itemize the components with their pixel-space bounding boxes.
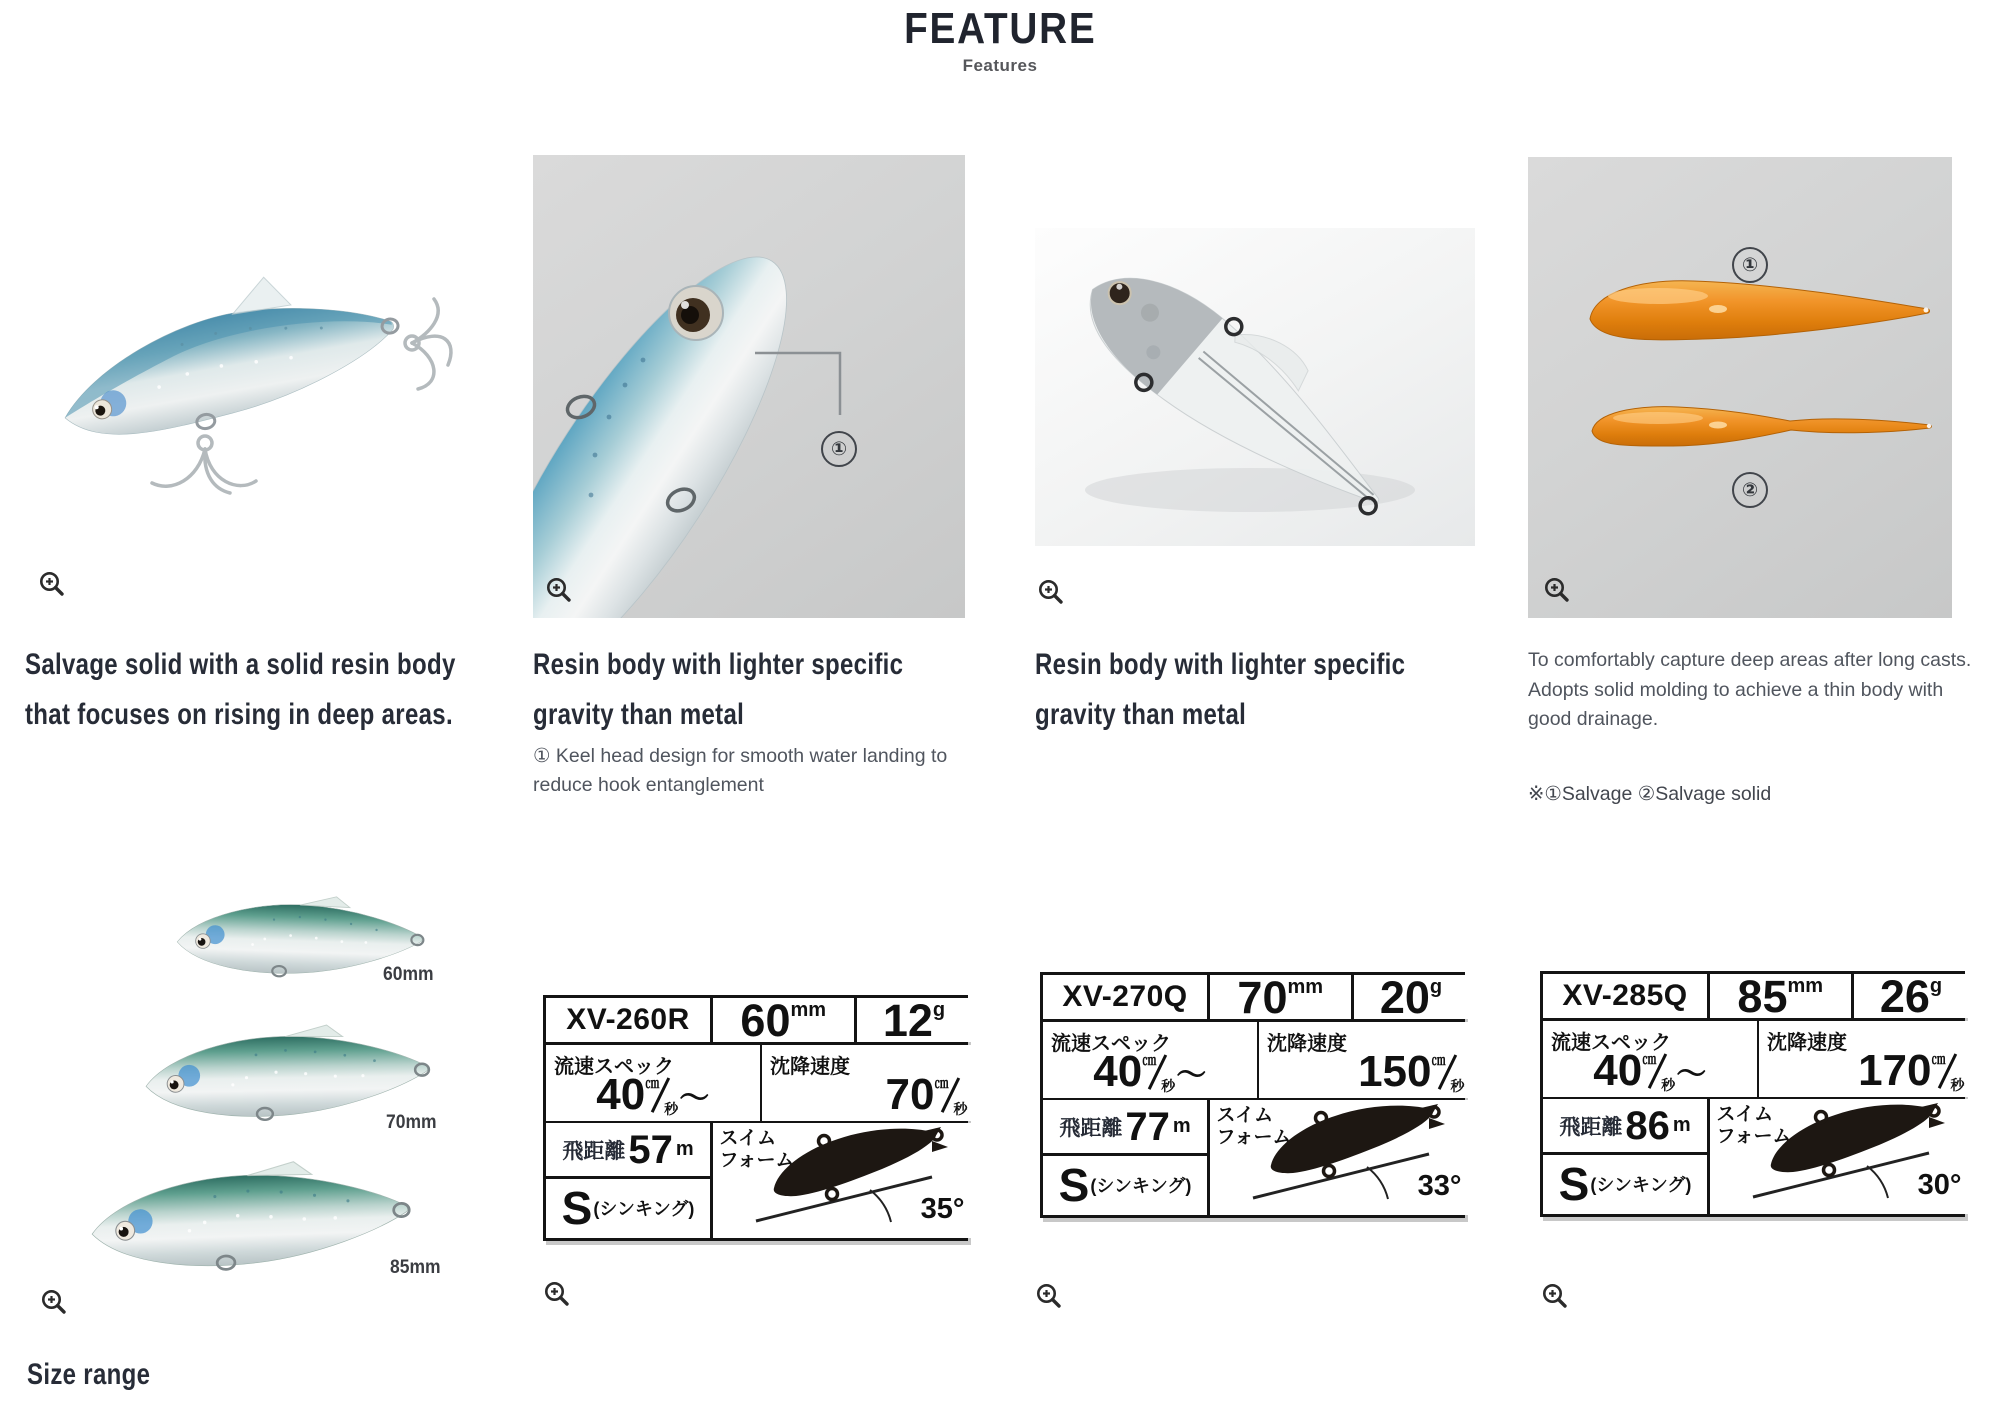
length-value: 60 [740, 998, 791, 1042]
length-unit: mm [1287, 976, 1324, 998]
cm-per-sec-unit: ㎝ 秒 [1931, 1050, 1965, 1093]
zoom-in-icon[interactable] [1543, 576, 1571, 604]
sink-speed-label: 沈降速度 [1767, 1031, 1847, 1054]
clear-lure-illustration [1035, 228, 1475, 546]
cm-per-sec-unit: ㎝ 秒 [645, 1074, 679, 1117]
weight-cell [857, 998, 972, 1042]
feature1-caption-line1: Salvage solid with a solid resin body [25, 648, 456, 681]
zoom-in-icon[interactable] [38, 570, 66, 598]
sink-type-value: S [561, 1182, 593, 1234]
feature3-caption-line1: Resin body with lighter specific [1035, 648, 1406, 681]
model-name: XV-285Q [1543, 974, 1707, 1018]
feature3-caption-line2: gravity than metal [1035, 698, 1247, 731]
cast-distance-label: 飛距離 [1559, 1115, 1623, 1139]
weight-unit: g [932, 999, 946, 1021]
zoom-in-icon[interactable] [543, 1280, 571, 1308]
feature3-photo [1035, 228, 1475, 546]
cast-distance-label: 飛距離 [562, 1139, 626, 1163]
size-range-photo [25, 868, 485, 1323]
page-subtitle: Features [962, 56, 1038, 75]
swim-form-label: スイム フォーム [1216, 1105, 1292, 1149]
weight-cell [1854, 974, 1969, 1018]
swim-form-cell [713, 1123, 972, 1238]
zoom-in-icon[interactable] [1037, 578, 1065, 606]
weight-unit: g [1429, 976, 1443, 998]
lure-85mm [58, 1153, 440, 1290]
flow-speed-value: 40 [1093, 1046, 1143, 1096]
flow-speed-value: 40 [596, 1069, 646, 1119]
swim-form-label: スイム フォーム [719, 1128, 795, 1172]
swim-form-cell [1710, 1099, 1969, 1214]
weight-unit: g [1929, 975, 1943, 997]
cast-distance-cell [1043, 1100, 1207, 1153]
sink-type-value: S [1558, 1158, 1590, 1210]
cast-distance-unit: m [1172, 1115, 1191, 1137]
lure-head-closeup [533, 155, 965, 618]
size-label-85mm: 85mm [390, 1257, 441, 1278]
flow-speed-cell [1543, 1021, 1757, 1097]
sink-type-value: S [1058, 1159, 1090, 1211]
feature1-photo [25, 155, 485, 575]
zoom-in-icon[interactable] [1541, 1282, 1569, 1310]
spec-table-xv260r [543, 995, 968, 1241]
tilde: ～ [1676, 1057, 1707, 1091]
cast-distance-cell [1543, 1099, 1707, 1152]
sink-speed-cell [1759, 1021, 1969, 1097]
feature2-caption-line2: gravity than metal [533, 698, 745, 731]
weight-cell [1354, 975, 1469, 1019]
weight-value: 26 [1879, 974, 1930, 1018]
flow-speed-label: 流速スペック [1551, 1031, 1671, 1054]
flow-speed-cell [1043, 1022, 1257, 1098]
section-header [0, 4, 2000, 54]
length-unit: mm [1787, 975, 1824, 997]
feature2-photo [533, 155, 965, 618]
cm-per-sec-unit: ㎝ 秒 [1142, 1051, 1176, 1094]
feature2-note: ① Keel head design for smooth water landing to reduce hook entanglement [533, 745, 948, 797]
size-label-60mm: 60mm [383, 964, 434, 985]
sink-type-cell [1043, 1156, 1207, 1215]
flow-speed-value: 40 [1593, 1045, 1643, 1095]
feature4-note: ※①Salvage ②Salvage solid [1528, 783, 1772, 805]
cm-per-sec-unit: ㎝ 秒 [1431, 1051, 1465, 1094]
tilde: ～ [1176, 1058, 1207, 1092]
model-name: XV-270Q [1043, 975, 1207, 1019]
cm-per-sec-unit: ㎝ 秒 [1642, 1050, 1676, 1093]
cm-per-sec-unit: ㎝ 秒 [934, 1074, 968, 1117]
sink-speed-cell [762, 1045, 972, 1121]
callout-1-circle: ① [821, 431, 857, 467]
swim-angle-value: 33° [1417, 1169, 1462, 1202]
flow-speed-cell [546, 1045, 760, 1121]
weight-value: 12 [882, 998, 933, 1042]
model-name: XV-260R [546, 998, 710, 1042]
cast-distance-label: 飛距離 [1059, 1116, 1123, 1140]
swim-angle-value: 35° [920, 1192, 965, 1225]
callout-1-circle: ① [1732, 247, 1768, 283]
size-range-label: Size range [27, 1358, 151, 1391]
sink-speed-label: 沈降速度 [770, 1055, 850, 1078]
cast-distance-unit: m [1672, 1114, 1691, 1136]
sink-type-note: (シンキング) [1090, 1176, 1192, 1196]
cast-distance-unit: m [675, 1138, 694, 1160]
feature4-photo [1528, 157, 1952, 618]
swim-angle-value: 30° [1917, 1168, 1962, 1201]
cast-distance-value: 77 [1125, 1104, 1170, 1149]
sink-speed-value: 170 [1858, 1045, 1932, 1095]
length-cell [1210, 975, 1352, 1019]
feature4-caption: To comfortably capture deep areas after long casts. Adopts solid molding to achieve a thin body with good drainage. [1528, 649, 1972, 731]
feature2-caption-line1: Resin body with lighter specific [533, 648, 904, 681]
size-label-70mm: 70mm [386, 1112, 437, 1133]
sink-type-cell [546, 1179, 710, 1238]
sink-speed-label: 沈降速度 [1267, 1032, 1347, 1055]
swim-form-label: スイム フォーム [1716, 1104, 1792, 1148]
sink-type-note: (シンキング) [1590, 1175, 1692, 1195]
length-value: 70 [1237, 975, 1288, 1019]
solid-inserts-illustration [1528, 157, 1952, 618]
flow-speed-label: 流速スペック [1051, 1032, 1171, 1055]
length-cell [1710, 974, 1852, 1018]
weight-value: 20 [1379, 975, 1430, 1019]
cast-distance-cell [546, 1123, 710, 1176]
sink-speed-value: 70 [885, 1069, 935, 1119]
sink-type-note: (シンキング) [593, 1199, 695, 1219]
swim-form-cell [1210, 1100, 1469, 1215]
feature1-caption-line2: that focuses on rising in deep areas. [25, 698, 453, 731]
sink-speed-value: 150 [1358, 1046, 1432, 1096]
tilde: ～ [679, 1081, 710, 1115]
length-unit: mm [790, 999, 827, 1021]
sink-type-cell [1543, 1155, 1707, 1214]
page-title: FEATURE [903, 4, 1097, 53]
zoom-in-icon[interactable] [545, 576, 573, 604]
zoom-in-icon[interactable] [40, 1288, 68, 1316]
flow-speed-label: 流速スペック [554, 1055, 674, 1078]
cast-distance-value: 86 [1625, 1103, 1670, 1148]
length-value: 85 [1737, 974, 1788, 1018]
lure-full-illustration [40, 235, 460, 525]
length-cell [713, 998, 855, 1042]
sink-speed-cell [1259, 1022, 1469, 1098]
spec-table-xv270q [1040, 972, 1465, 1218]
zoom-in-icon[interactable] [1035, 1282, 1063, 1310]
callout-2-circle: ② [1732, 472, 1768, 508]
spec-table-xv285q [1540, 971, 1965, 1217]
cast-distance-value: 57 [628, 1127, 673, 1172]
